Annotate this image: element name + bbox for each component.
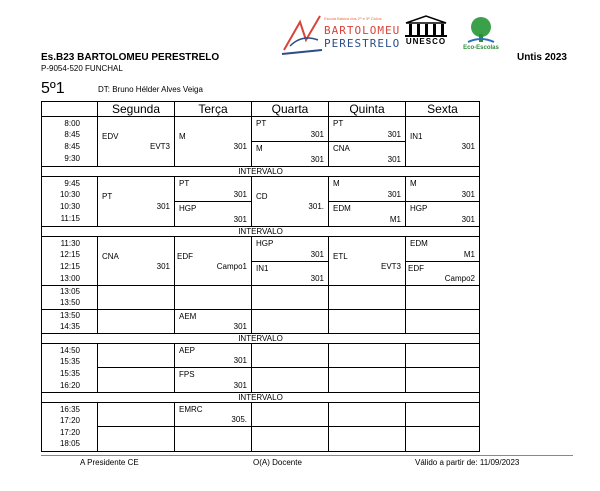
lesson-cell[interactable] bbox=[175, 117, 252, 167]
lesson-cell[interactable] bbox=[329, 117, 406, 142]
lesson-cell[interactable] bbox=[252, 177, 329, 227]
intervalo-row: INTERVALO bbox=[42, 393, 479, 403]
logo-line-1: BARTOLOMEU bbox=[324, 24, 401, 37]
time-start: 13:05 bbox=[59, 287, 80, 296]
lesson-subject: PT bbox=[256, 119, 267, 128]
time-end: 17:20 bbox=[59, 416, 80, 425]
logo-line-2: PERESTRELO bbox=[324, 37, 401, 50]
empty-cell bbox=[406, 344, 479, 368]
intervalo-row: INTERVALO bbox=[42, 334, 479, 344]
lesson-room: 305. bbox=[231, 415, 247, 424]
unesco-text: UNESCO bbox=[405, 37, 447, 46]
day-header-friday: Sexta bbox=[406, 102, 479, 117]
time-start: 9:45 bbox=[64, 179, 80, 188]
time-end: 13:00 bbox=[59, 274, 80, 283]
lesson-room: 301 bbox=[461, 190, 475, 199]
time-end: 16:20 bbox=[59, 381, 80, 390]
lesson-room: 301. bbox=[308, 202, 324, 211]
unesco-logo bbox=[401, 15, 451, 55]
footer-valid-from: Válido a partir de: 11/09/2023 bbox=[415, 458, 520, 467]
empty-cell bbox=[329, 310, 406, 334]
lesson-cell[interactable] bbox=[175, 202, 252, 227]
class-name: 5º1 bbox=[41, 80, 65, 97]
time-start: 14:50 bbox=[59, 346, 80, 355]
lesson-room: 301 bbox=[233, 322, 247, 331]
lesson-room: 301 bbox=[387, 155, 401, 164]
empty-cell bbox=[329, 344, 406, 368]
time-block-1 bbox=[42, 117, 98, 167]
lesson-cell[interactable] bbox=[406, 117, 479, 167]
lesson-cell[interactable] bbox=[252, 262, 329, 286]
unesco-temple-icon bbox=[401, 15, 451, 37]
time-start: 10:30 bbox=[59, 202, 80, 211]
lesson-room: 301 bbox=[310, 155, 324, 164]
lesson-subject: M bbox=[410, 179, 417, 188]
footer-teacher: O(A) Docente bbox=[253, 458, 302, 467]
day-header-monday: Segunda bbox=[98, 102, 175, 117]
empty-cell bbox=[175, 286, 252, 310]
lesson-subject: M bbox=[256, 144, 263, 153]
time-start: 16:35 bbox=[59, 405, 80, 414]
time-end: 15:35 bbox=[59, 357, 80, 366]
empty-cell bbox=[98, 427, 175, 451]
lesson-cell[interactable] bbox=[175, 368, 252, 393]
lesson-subject: PT bbox=[179, 179, 190, 188]
lesson-room: 301 bbox=[310, 130, 324, 139]
time-start: 8:45 bbox=[64, 142, 80, 151]
lesson-room: 301 bbox=[310, 250, 324, 259]
empty-cell bbox=[98, 310, 175, 334]
empty-cell bbox=[252, 368, 329, 393]
day-header-thursday: Quinta bbox=[329, 102, 406, 117]
lesson-cell[interactable] bbox=[98, 117, 175, 167]
lesson-room: 301 bbox=[310, 274, 324, 283]
time-end: 9:30 bbox=[64, 154, 80, 163]
lesson-room: 301 bbox=[233, 190, 247, 199]
lesson-subject: IN1 bbox=[256, 264, 269, 273]
lesson-room: Campo2 bbox=[444, 274, 475, 283]
footer-divider bbox=[41, 455, 573, 456]
lesson-cell[interactable] bbox=[406, 237, 479, 262]
day-header-wednesday: Quarta bbox=[252, 102, 329, 117]
lesson-room: 301 bbox=[387, 190, 401, 199]
lesson-subject: EDM bbox=[410, 239, 428, 248]
lesson-subject: HGP bbox=[256, 239, 274, 248]
lesson-room: 301 bbox=[461, 142, 475, 151]
school-logo bbox=[280, 10, 400, 58]
lesson-room: 301 bbox=[233, 215, 247, 224]
empty-cell bbox=[329, 368, 406, 393]
lesson-cell[interactable] bbox=[406, 262, 479, 286]
lesson-subject: EDM bbox=[333, 204, 351, 213]
lesson-cell[interactable] bbox=[329, 177, 406, 202]
lesson-subject: EDV bbox=[102, 132, 119, 141]
lesson-cell[interactable] bbox=[98, 177, 175, 227]
lesson-room: 301 bbox=[156, 262, 170, 271]
lesson-subject: EDF bbox=[408, 264, 424, 273]
lesson-subject: ETL bbox=[333, 252, 348, 261]
empty-cell bbox=[252, 310, 329, 334]
empty-cell bbox=[406, 368, 479, 393]
empty-cell bbox=[175, 427, 252, 451]
lesson-subject: AEM bbox=[179, 312, 197, 321]
lesson-cell[interactable] bbox=[252, 142, 329, 167]
lesson-cell[interactable] bbox=[406, 177, 479, 202]
empty-cell bbox=[252, 403, 329, 427]
lesson-subject: M bbox=[179, 132, 186, 141]
empty-cell bbox=[252, 286, 329, 310]
time-end: 14:35 bbox=[59, 322, 80, 331]
lesson-subject: EDF bbox=[177, 252, 193, 261]
footer-president: A Presidente CE bbox=[80, 458, 139, 467]
empty-cell bbox=[329, 403, 406, 427]
lesson-subject: M bbox=[333, 179, 340, 188]
time-block-3 bbox=[42, 237, 98, 286]
time-start: 17:20 bbox=[59, 428, 80, 437]
time-header bbox=[42, 102, 98, 117]
lesson-room: 301 bbox=[387, 130, 401, 139]
empty-cell bbox=[329, 427, 406, 451]
lesson-room: 301 bbox=[233, 142, 247, 151]
logo-tagline: Escola Básica dos 2º e 3º Ciclos bbox=[324, 16, 382, 21]
school-code: P-9054-520 FUNCHAL bbox=[41, 64, 123, 73]
lesson-cell[interactable] bbox=[252, 117, 329, 142]
lesson-cell[interactable] bbox=[329, 202, 406, 227]
empty-cell bbox=[329, 286, 406, 310]
school-name: Es.B23 BARTOLOMEU PERESTRELO bbox=[41, 52, 220, 63]
lesson-subject: FPS bbox=[179, 370, 195, 379]
lesson-subject: IN1 bbox=[410, 132, 423, 141]
time-start: 8:00 bbox=[64, 119, 80, 128]
lesson-cell[interactable] bbox=[175, 403, 252, 427]
time-block-5 bbox=[42, 344, 98, 393]
time-start: 13:50 bbox=[59, 311, 80, 320]
lesson-subject: PT bbox=[102, 192, 113, 201]
empty-cell bbox=[98, 344, 175, 368]
lesson-subject: CD bbox=[256, 192, 268, 201]
lesson-cell[interactable] bbox=[98, 237, 175, 286]
lesson-room: M1 bbox=[463, 250, 475, 259]
lesson-room: 301 bbox=[461, 215, 475, 224]
empty-cell bbox=[98, 403, 175, 427]
time-end: 11:15 bbox=[60, 214, 80, 223]
time-block-lunch bbox=[42, 286, 98, 310]
time-end: 13:50 bbox=[59, 298, 80, 307]
intervalo-row: INTERVALO bbox=[42, 167, 479, 177]
lesson-subject: HGP bbox=[179, 204, 197, 213]
lesson-subject: CNA bbox=[333, 144, 350, 153]
lesson-subject: PT bbox=[333, 119, 344, 128]
lesson-cell[interactable] bbox=[329, 237, 406, 286]
empty-cell bbox=[252, 427, 329, 451]
eco-tree-icon bbox=[458, 16, 504, 44]
untis-brand: Untis 2023 bbox=[516, 52, 567, 63]
lesson-room: EVT3 bbox=[380, 262, 401, 271]
eco-text: Eco-Escolas bbox=[463, 45, 499, 51]
empty-cell bbox=[406, 310, 479, 334]
time-block-2 bbox=[42, 177, 98, 227]
school-emblem-icon bbox=[280, 10, 324, 58]
lesson-cell[interactable] bbox=[175, 344, 252, 368]
lesson-cell[interactable] bbox=[175, 177, 252, 202]
lesson-room: EVT3 bbox=[149, 142, 170, 151]
lesson-cell[interactable] bbox=[406, 202, 479, 227]
time-end: 18:05 bbox=[59, 439, 80, 448]
empty-cell bbox=[98, 368, 175, 393]
lesson-room: M1 bbox=[389, 215, 401, 224]
eco-escolas-logo bbox=[458, 16, 504, 56]
lesson-subject: EMRC bbox=[179, 405, 203, 414]
lesson-room: 301 bbox=[233, 356, 247, 365]
time-end: 10:30 bbox=[59, 190, 80, 199]
day-header-tuesday: Terça bbox=[175, 102, 252, 117]
lesson-subject: HGP bbox=[410, 204, 428, 213]
empty-cell bbox=[252, 344, 329, 368]
time-end: 12:15 bbox=[59, 250, 80, 259]
lesson-subject: CNA bbox=[102, 252, 119, 261]
lesson-room: 301 bbox=[233, 381, 247, 390]
empty-cell bbox=[406, 286, 479, 310]
lesson-cell[interactable] bbox=[329, 142, 406, 167]
time-start: 12:15 bbox=[59, 262, 80, 271]
class-director: DT: Bruno Hélder Alves Veiga bbox=[98, 85, 203, 94]
time-block-4 bbox=[42, 310, 98, 334]
lesson-cell[interactable] bbox=[252, 237, 329, 262]
empty-cell bbox=[98, 286, 175, 310]
lesson-room: 301 bbox=[156, 202, 170, 211]
time-start: 15:35 bbox=[59, 369, 80, 378]
time-end: 8:45 bbox=[64, 130, 80, 139]
intervalo-row: INTERVALO bbox=[42, 227, 479, 237]
empty-cell bbox=[406, 403, 479, 427]
time-start: 11:30 bbox=[60, 239, 80, 248]
timetable-grid bbox=[41, 101, 480, 452]
time-block-6 bbox=[42, 403, 98, 451]
empty-cell bbox=[406, 427, 479, 451]
lesson-cell[interactable] bbox=[175, 310, 252, 334]
lesson-room: Campo1 bbox=[216, 262, 247, 271]
lesson-cell[interactable] bbox=[175, 237, 252, 286]
lesson-subject: AEP bbox=[179, 346, 196, 355]
